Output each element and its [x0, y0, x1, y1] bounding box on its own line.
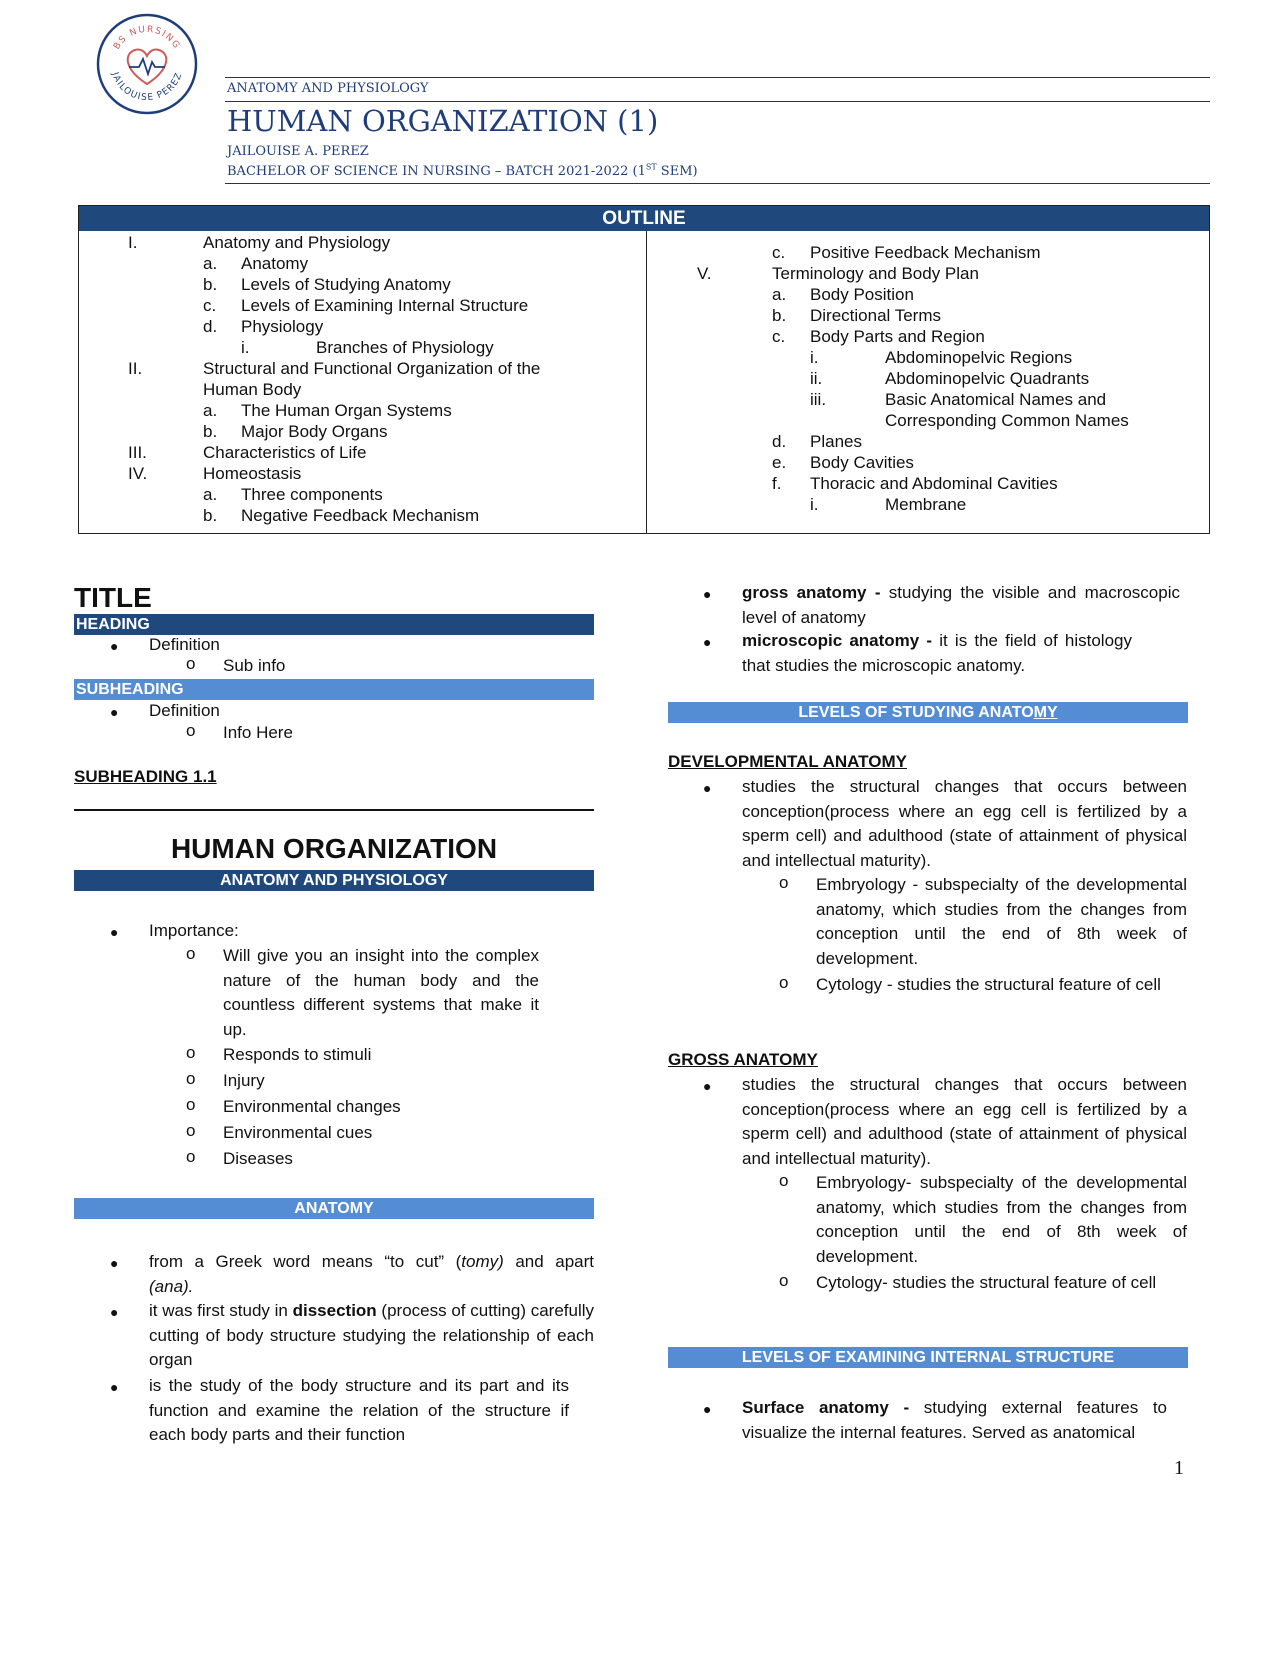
levels-examining-bar: LEVELS OF EXAMINING INTERNAL STRUCTURE	[668, 1347, 1188, 1368]
gross-anatomy-point: gross anatomy - studying the visible and macroscopic level of anatomy	[742, 583, 1180, 627]
outline-item: Major Body Organs	[241, 422, 388, 441]
outline-item: Abdominopelvic Quadrants	[885, 369, 1090, 388]
levels-studying-bar: LEVELS OF STUDYING ANATOMY	[668, 702, 1188, 723]
legend-title: TITLE	[74, 582, 152, 613]
surface-anatomy-point: Surface anatomy - studying external features to visualize the internal features. Served as anatomical	[742, 1398, 1167, 1442]
outline-item: Planes	[810, 432, 862, 451]
outline-item: Homeostasis	[203, 464, 302, 483]
legend-subheading-bar: SUBHEADING	[74, 679, 594, 700]
outline-item: Structural and Functional Organization of the	[203, 359, 541, 378]
anatomy-physiology-bar: ANATOMY AND PHYSIOLOGY	[74, 870, 594, 891]
bullet-icon: ●	[110, 638, 119, 654]
outline-marker: i.	[241, 338, 250, 357]
importance-label: Importance:	[149, 921, 239, 940]
bullet-o-icon: o	[186, 721, 196, 740]
course-name: ANATOMY AND PHYSIOLOGY	[227, 81, 429, 96]
bullet-icon: ●	[110, 1379, 119, 1395]
bullet-o-icon: o	[186, 1147, 196, 1166]
outline-table	[78, 205, 1210, 534]
outline-item: Three components	[241, 485, 383, 504]
legend-definition: Definition	[149, 635, 220, 654]
legend-info-here: Info Here	[223, 723, 293, 742]
outline-marker: i.	[810, 348, 819, 367]
bullet-icon: ●	[110, 924, 119, 940]
outline-marker: iii.	[810, 390, 827, 409]
outline-marker: a.	[203, 254, 218, 273]
developmental-anatomy-text: studies the structural changes that occurs between conception(process where an egg cell is fertilized by a sperm cell) and adulthood (state of attainment of physical and intellectual maturity).	[742, 777, 1187, 870]
outline-item: The Human Organ Systems	[241, 401, 452, 420]
outline-item: Thoracic and Abdominal Cavities	[810, 474, 1058, 493]
bullet-o-icon: o	[779, 1271, 789, 1290]
outline-item: Basic Anatomical Names and	[885, 390, 1107, 409]
bullet-o-icon: o	[779, 873, 789, 892]
outline-divider	[646, 231, 647, 533]
cytology-point: Cytology - studies the structural feature of cell	[816, 975, 1161, 994]
outline-item: Negative Feedback Mechanism	[241, 506, 480, 525]
outline-item: Corresponding Common Names	[885, 411, 1129, 430]
legend-subheading-1-1: SUBHEADING 1.1	[74, 767, 217, 786]
cytology-point: Cytology- studies the structural feature of cell	[816, 1273, 1157, 1292]
bullet-o-icon: o	[186, 1069, 196, 1088]
bullet-o-icon: o	[186, 1121, 196, 1140]
outline-marker: c.	[772, 243, 786, 262]
embryology-point: Embryology - subspecialty of the developmental anatomy, which studies from the changes from conception until the end of 8th week of development.	[816, 875, 1187, 968]
logo-bottom-text: JAILOUISE PEREZ	[109, 70, 185, 104]
outline-marker: a.	[203, 401, 218, 420]
page-title: HUMAN ORGANIZATION (1)	[227, 104, 659, 138]
outline-heading: OUTLINE	[79, 206, 1209, 231]
microscopic-anatomy-point: microscopic anatomy - it is the field of histology that studies the microscopic anatomy.	[742, 631, 1132, 675]
importance-item: Responds to stimuli	[223, 1045, 372, 1064]
gross-anatomy-text: studies the structural changes that occurs between conception(process where an egg cell is fertilized by a sperm cell) and adulthood (state of attainment of physical and intellectual maturity).	[742, 1075, 1187, 1168]
outline-marker: b.	[203, 422, 218, 441]
outline-marker: II.	[128, 359, 143, 378]
program-line: BACHELOR OF SCIENCE IN NURSING – BATCH 2021-2022 (1ST SEM)	[227, 162, 698, 179]
header-rule-top	[225, 77, 1210, 78]
legend-heading-bar: HEADING	[74, 614, 594, 635]
outline-marker: b.	[203, 275, 218, 294]
logo-top-text: BS NURSING	[112, 24, 182, 52]
outline-item: Terminology and Body Plan	[772, 264, 979, 283]
outline-item: Physiology	[241, 317, 324, 336]
outline-item: Abdominopelvic Regions	[885, 348, 1073, 367]
legend-sub-info: Sub info	[223, 656, 286, 675]
bullet-icon: ●	[110, 704, 119, 720]
importance-item: Diseases	[223, 1149, 293, 1168]
importance-item: Will give you an insight into the complex nature of the human body and the countless different systems that make it up.	[223, 946, 539, 1039]
bullet-o-icon: o	[186, 654, 196, 673]
outline-item: Directional Terms	[810, 306, 942, 325]
outline-marker: a.	[772, 285, 787, 304]
svg-text:JAILOUISE PEREZ	[109, 70, 185, 103]
logo	[95, 12, 199, 116]
outline-marker: b.	[772, 306, 787, 325]
outline-item: Body Position	[810, 285, 914, 304]
svg-text:BS NURSING	[112, 25, 182, 52]
outline-marker: III.	[128, 443, 147, 462]
outline-item: Membrane	[885, 495, 967, 514]
embryology-point: Embryology- subspecialty of the developmental anatomy, which studies from the changes from conception until the end of 8th week of development.	[816, 1173, 1187, 1266]
outline-item: Levels of Studying Anatomy	[241, 275, 451, 294]
legend-definition: Definition	[149, 701, 220, 720]
outline-item: Human Body	[203, 380, 302, 399]
gross-anatomy-heading: GROSS ANATOMY	[668, 1050, 818, 1069]
anatomy-point-2: it was first study in dissection (process of cutting) carefully cutting of body structure studying the relationship of each organ	[149, 1301, 595, 1370]
outline-item: Characteristics of Life	[203, 443, 367, 462]
bullet-icon: ●	[703, 586, 712, 602]
bullet-o-icon: o	[186, 1095, 196, 1114]
outline-marker: c.	[772, 327, 786, 346]
bullet-icon: ●	[703, 780, 712, 796]
outline-marker: I.	[128, 233, 138, 252]
outline-marker: e.	[772, 453, 787, 472]
section-title: HUMAN ORGANIZATION	[170, 833, 498, 864]
outline-item: Anatomy	[241, 254, 309, 273]
header-rule-bottom	[225, 183, 1210, 184]
outline-marker: a.	[203, 485, 218, 504]
importance-item: Environmental changes	[223, 1097, 401, 1116]
page-number: 1	[1174, 1457, 1184, 1479]
importance-item: Environmental cues	[223, 1123, 373, 1142]
outline-item: Body Parts and Region	[810, 327, 985, 346]
bullet-o-icon: o	[186, 1043, 196, 1062]
outline-marker: IV.	[128, 464, 148, 483]
importance-item: Injury	[223, 1071, 265, 1090]
outline-marker: ii.	[810, 369, 823, 388]
bullet-icon: ●	[703, 1401, 712, 1417]
bullet-icon: ●	[703, 634, 712, 650]
outline-item: Positive Feedback Mechanism	[810, 243, 1041, 262]
author-name: JAILOUISE A. PEREZ	[227, 144, 369, 159]
outline-marker: b.	[203, 506, 218, 525]
outline-marker: c.	[203, 296, 217, 315]
header-rule-mid	[225, 101, 1210, 102]
bullet-icon: ●	[110, 1304, 119, 1320]
bullet-icon: ●	[703, 1078, 712, 1094]
bullet-o-icon: o	[186, 944, 196, 963]
outline-item: Levels of Examining Internal Structure	[241, 296, 529, 315]
anatomy-point-3: is the study of the body structure and its part and its function and examine the relation of the structure if each body parts and their function	[149, 1376, 569, 1445]
outline-item: Body Cavities	[810, 453, 914, 472]
outline-marker: i.	[810, 495, 819, 514]
outline-item: Branches of Physiology	[316, 338, 494, 357]
outline-marker: f.	[772, 474, 782, 493]
section-divider	[74, 809, 594, 811]
outline-marker: d.	[772, 432, 787, 451]
outline-marker: V.	[697, 264, 712, 283]
bullet-o-icon: o	[779, 1171, 789, 1190]
outline-item: Anatomy and Physiology	[203, 233, 391, 252]
bullet-o-icon: o	[779, 973, 789, 992]
heart-pulse-icon	[128, 49, 167, 84]
anatomy-bar: ANATOMY	[74, 1198, 594, 1219]
developmental-anatomy-heading: DEVELOPMENTAL ANATOMY	[668, 752, 907, 771]
outline-marker: d.	[203, 317, 218, 336]
bullet-icon: ●	[110, 1255, 119, 1271]
anatomy-point-1: from a Greek word means “to cut” (tomy) and apart (ana).	[149, 1252, 595, 1296]
